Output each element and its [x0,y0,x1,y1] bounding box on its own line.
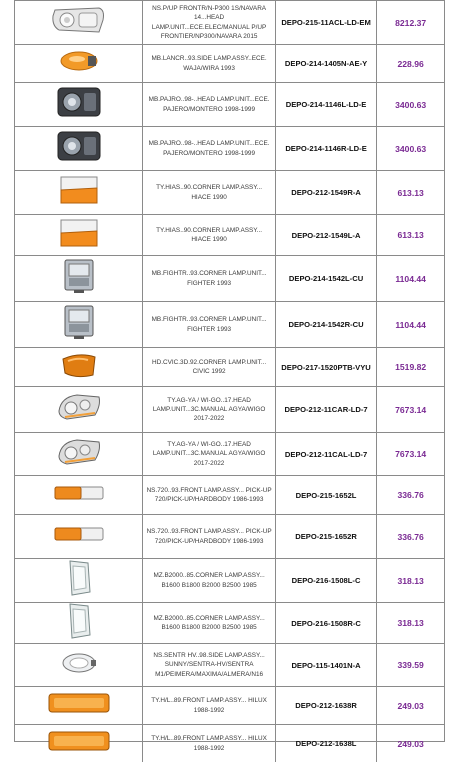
product-price: 7673.14 [376,433,444,475]
product-description: TY.H/L..89.FRONT LAMP.ASSY... HILUX 1988-1992 [142,687,274,724]
product-price: 336.76 [376,515,444,558]
product-image-cell [15,83,142,126]
product-description: TY.AG-YA / WI-GO..17.HEAD LAMP.UNIT...3C.MANUAL AGYA/WIGO 2017-2022 [142,387,274,432]
corner-lamp-amber-icon [58,217,100,254]
product-code: DEPO-214-1542L-CU [275,256,377,301]
table-row [15,602,444,643]
side-lamp-amber-icon [58,48,100,79]
product-code: DEPO-217-1520PTB-VYU [275,348,377,386]
product-description: NS.720..93.FRONT LAMP.ASSY... PICK-UP 720/PICK-UP/HARDBODY 1986-1993 [142,476,274,514]
product-description: NS.720..93.FRONT LAMP.ASSY... PICK-UP 720/PICK-UP/HARDBODY 1986-1993 [142,515,274,558]
product-description: NS.SENTR HV..98.SIDE LAMP.ASSY... SUNNY/SENTRA-HV/SENTRA M1/PEIMERA/MAXIMA/ALMERA/N16 [142,644,274,686]
table-row [15,255,444,301]
product-code: DEPO-216-1508R-C [275,603,377,643]
table-row [15,301,444,347]
product-image-cell [15,256,142,301]
product-catalog-table [14,0,445,752]
product-price: 7673.14 [376,387,444,432]
product-description: TY.H/L..89.FRONT LAMP.ASSY... HILUX 1988-1992 [142,725,274,762]
product-image-cell [15,644,142,686]
product-code: DEPO-212-11CAR-LD-7 [275,387,377,432]
product-description: MB.FIGHTR..93.CORNER LAMP.UNIT... FIGHTER 1993 [142,256,274,301]
headlamp-clear-icon [49,4,109,41]
product-price: 3400.63 [376,83,444,126]
product-price: 3400.63 [376,127,444,170]
corner-lamp-clear-icon [62,257,96,300]
product-description: TY.HIAS..90.CORNER LAMP.ASSY... HIACE 1990 [142,215,274,255]
headlamp-modern-icon [55,436,103,473]
table-row [15,214,444,255]
product-code: DEPO-216-1508L-C [275,559,377,602]
product-image-cell [15,476,142,514]
product-image-cell [15,171,142,214]
product-price: 318.13 [376,559,444,602]
product-image-cell [15,387,142,432]
product-price: 1104.44 [376,302,444,347]
product-image-cell [15,687,142,724]
product-image-cell [15,215,142,255]
product-price: 613.13 [376,215,444,255]
product-image-cell [15,127,142,170]
product-price: 249.03 [376,725,444,762]
table-row [15,44,444,82]
headlamp-dark-icon [55,85,103,124]
table-row [15,82,444,126]
product-image-cell [15,559,142,602]
product-description: MB.FIGHTR..93.CORNER LAMP.UNIT... FIGHTER 1993 [142,302,274,347]
product-description: HD.CVIC.3D.92.CORNER LAMP.UNIT... CIVIC 1992 [142,348,274,386]
table-row [15,558,444,602]
product-price: 249.03 [376,687,444,724]
product-code: DEPO-115-1401N-A [275,644,377,686]
table-row [15,0,444,44]
table-row [15,643,444,686]
product-description: TY.HIAS..90.CORNER LAMP.ASSY... HIACE 1990 [142,171,274,214]
product-description: MB.PAJRO..98-..HEAD LAMP.UNIT...ECE. PAJERO/MONTERO 1998-1999 [142,127,274,170]
product-price: 228.96 [376,45,444,82]
product-price: 336.76 [376,476,444,514]
product-description: NS.P/UP FRONTR/N-P300 1S/NAVARA 14...HEAD LAMP.UNIT...ECE.ELEC/MANUAL P/UP FRONTIER/NP300/NAVARA 2015 [142,1,274,44]
product-description: TY.AG-YA / WI-GO..17.HEAD LAMP.UNIT...3C.MANUAL AGYA/WIGO 2017-2022 [142,433,274,475]
product-price: 613.13 [376,171,444,214]
product-image-cell [15,1,142,44]
table-row [15,386,444,432]
table-row [15,514,444,558]
product-price: 1104.44 [376,256,444,301]
corner-lamp-clear-tall-icon [64,558,94,602]
product-code: DEPO-215-1652R [275,515,377,558]
product-price: 8212.37 [376,1,444,44]
table-row [15,170,444,214]
product-price: 1519.82 [376,348,444,386]
side-lamp-clear-icon [60,650,98,681]
front-lamp-amber-clear-icon [52,483,106,508]
corner-lamp-clear-icon [62,303,96,346]
product-code: DEPO-212-1638L [275,725,377,762]
product-description: MZ.B2000..85.CORNER LAMP.ASSY... B1600 B1800 B2000 B2500 1985 [142,559,274,602]
product-image-cell [15,45,142,82]
product-code: DEPO-212-1549L-A [275,215,377,255]
headlamp-dark-icon [55,129,103,168]
headlamp-modern-icon [55,391,103,428]
corner-lamp-clear-tall-icon [64,602,94,643]
product-code: DEPO-214-1405N-AE-Y [275,45,377,82]
corner-lamp-amber-round-icon [60,351,98,384]
product-code: DEPO-214-1146R-LD-E [275,127,377,170]
product-image-cell [15,348,142,386]
product-price: 318.13 [376,603,444,643]
table-row [15,724,444,762]
table-row [15,475,444,514]
product-price: 339.59 [376,644,444,686]
product-image-cell [15,302,142,347]
table-row [15,347,444,386]
corner-lamp-amber-icon [58,174,100,211]
product-description: MB.PAJRO..98-..HEAD LAMP.UNIT...ECE. PAJERO/MONTERO 1998-1999 [142,83,274,126]
product-code: DEPO-212-11CAL-LD-7 [275,433,377,475]
table-row [15,432,444,475]
product-code: DEPO-215-1652L [275,476,377,514]
product-description: MZ.B2000..85.CORNER LAMP.ASSY... B1600 B1800 B2000 B2500 1985 [142,603,274,643]
table-row [15,686,444,724]
product-code: DEPO-212-1638R [275,687,377,724]
product-image-cell [15,603,142,643]
table-row [15,126,444,170]
product-code: DEPO-212-1549R-A [275,171,377,214]
product-code: DEPO-214-1542R-CU [275,302,377,347]
front-lamp-amber-clear-icon [52,524,106,549]
product-image-cell [15,433,142,475]
front-lamp-amber-icon [46,691,112,720]
product-image-cell [15,515,142,558]
product-code: DEPO-215-11ACL-LD-EM [275,1,377,44]
product-code: DEPO-214-1146L-LD-E [275,83,377,126]
product-description: MB.LANCR..93.SIDE LAMP.ASSY..ECE. WAJA/WIRA 1993 [142,45,274,82]
